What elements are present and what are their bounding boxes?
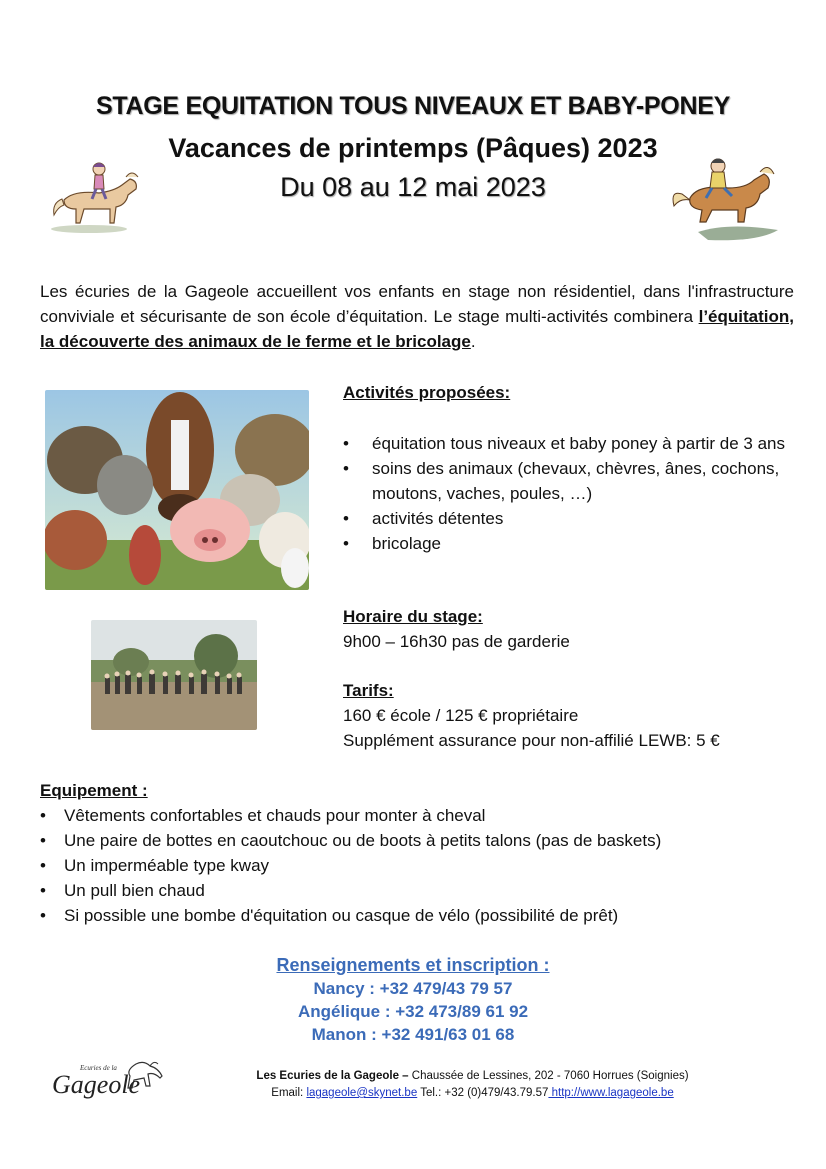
contact-manon: Manon : +32 491/63 01 68	[311, 1025, 515, 1044]
contact-heading: Renseignements et inscription :	[276, 955, 550, 975]
footer-website-link[interactable]: http://www.lagageole.be	[548, 1087, 674, 1099]
schedule-section	[343, 604, 798, 654]
contact-angelique: Angélique : +32 473/89 61 92	[297, 1002, 529, 1021]
footer-email-label: Email:	[271, 1087, 307, 1099]
list-item: • Vêtements confortables et chauds pour monter à cheval	[40, 803, 800, 828]
group-riding-photo	[91, 620, 257, 730]
equipment-heading: Equipement :	[40, 781, 148, 800]
date-range: Du 08 au 12 mai 2023	[280, 172, 546, 202]
gageole-logo	[50, 1058, 175, 1106]
footer-address: Chaussée de Lessines, 202 - 7060 Horrues (Soignies)	[408, 1070, 689, 1082]
list-item: • Si possible une bombe d'équitation ou casque de vélo (possibilité de prêt)	[40, 903, 800, 928]
list-item: • Un pull bien chaud	[40, 878, 800, 903]
schedule-heading: Horaire du stage:	[343, 607, 483, 626]
farm-animals-photo	[45, 390, 309, 590]
page-title: STAGE EQUITATION TOUS NIVEAUX ET BABY-PONEY	[96, 92, 730, 120]
activities-heading: Activités proposées:	[343, 383, 511, 402]
footer-address-line	[200, 1068, 745, 1085]
contact-nancy: Nancy : +32 479/43 79 57	[313, 979, 513, 998]
list-item: • bricolage	[343, 531, 798, 556]
prices-section	[343, 678, 798, 753]
intro-paragraph	[40, 279, 794, 354]
logo-small-text: Ecuries de la	[80, 1064, 117, 1072]
footer	[200, 1068, 745, 1102]
list-item: • soins des animaux (chevaux, chèvres, ânes, cochons, moutons, vaches, poules, …)	[343, 456, 798, 506]
insurance-line: Supplément assurance pour non-affilié LEWB: 5 €	[343, 731, 720, 750]
prices-heading: Tarifs:	[343, 681, 394, 700]
footer-tel: Tel.: +32 (0)479/43.79.57	[417, 1087, 549, 1099]
footer-contact-line	[200, 1085, 745, 1102]
activities-list	[343, 431, 798, 556]
intro-text: Les écuries de la Gageole accueillent vos enfants en stage non résidentiel, dans l'infrastructure conviviale et sécurisante de son école d’équitation. Le stage multi-activités combinera	[40, 282, 794, 326]
price-line: 160 € école / 125 € propriétaire	[343, 706, 579, 725]
equipment-list	[40, 803, 800, 928]
logo-main-text: Gageole	[52, 1070, 141, 1099]
list-item: • Un imperméable type kway	[40, 853, 800, 878]
intro-highlight: l’équitation, la découverte des animaux de le ferme et le bricolage	[40, 307, 794, 351]
schedule-text: 9h00 – 16h30 pas de garderie	[343, 632, 570, 651]
list-item: • équitation tous niveaux et baby poney à partir de 3 ans	[343, 431, 798, 456]
equipment-section	[40, 778, 800, 928]
page-subtitle: Vacances de printemps (Pâques) 2023	[168, 133, 658, 163]
intro-end: .	[470, 332, 476, 351]
activities-section	[343, 380, 798, 556]
list-item: • Une paire de bottes en caoutchouc ou de boots à petits talons (pas de baskets)	[40, 828, 800, 853]
list-item: • activités détentes	[343, 506, 798, 531]
footer-email-link[interactable]: lagageole@skynet.be	[306, 1087, 418, 1099]
footer-org-name: Les Ecuries de la Gageole –	[256, 1070, 409, 1082]
